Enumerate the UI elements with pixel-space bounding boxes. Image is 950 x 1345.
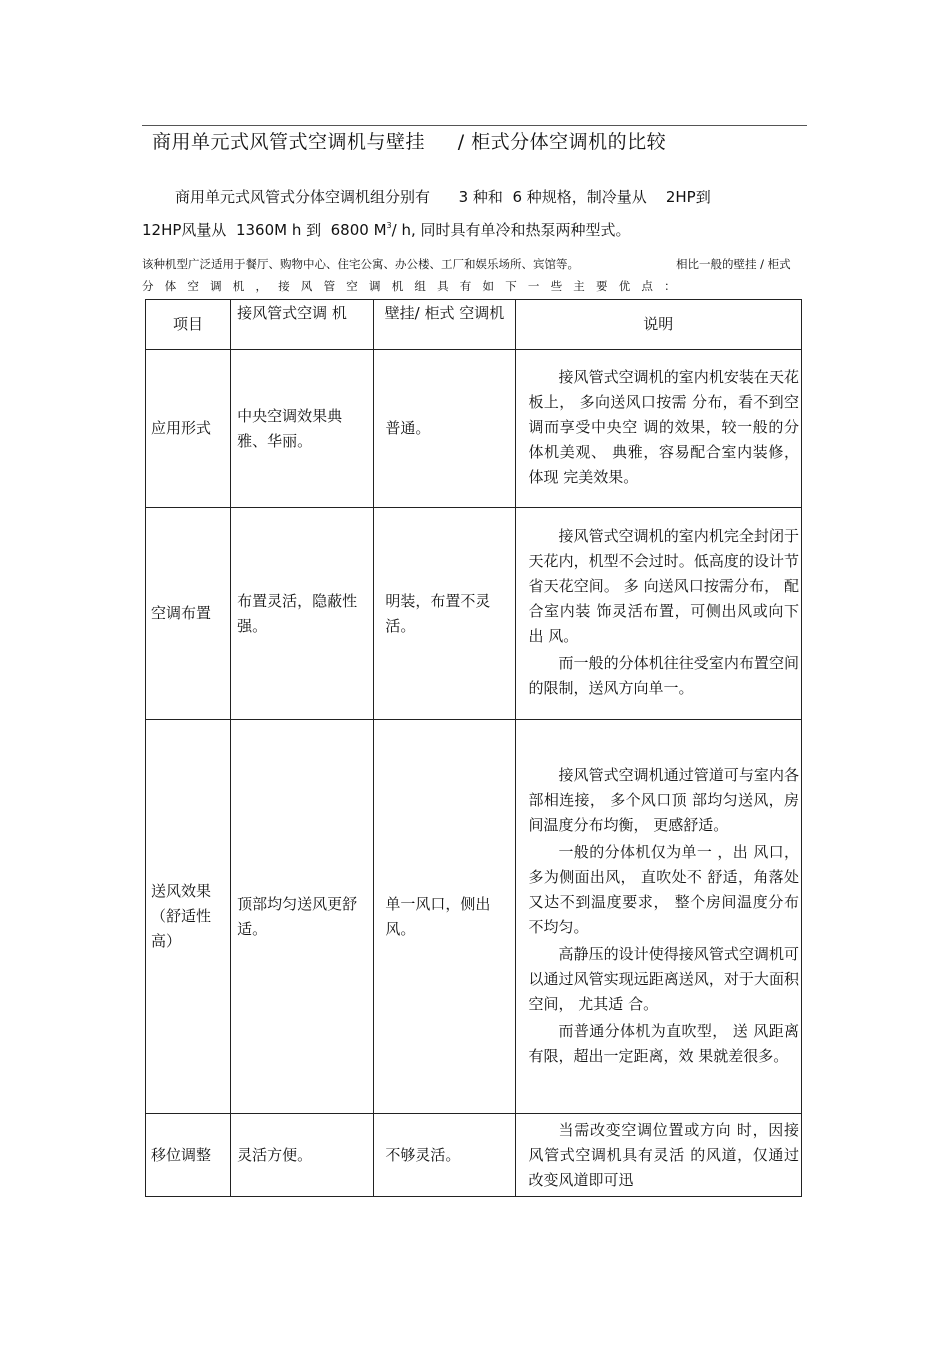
row-ducted: 中央空调效果典雅、华丽。 [231, 350, 374, 508]
note-clip [529, 1114, 799, 1196]
header-note: 说明 [515, 300, 801, 350]
row-item: 应用形式 [146, 350, 231, 508]
table-header-row [146, 300, 802, 350]
note-paragraph: 接风管式空调机的室内机完全封闭于天花内，机型不会过时。低高度的设计节省天花空间。 多 向送风口按需分布， 配合室内装 饰灵活布置，可侧出风或向下出 风。 [528, 527, 799, 645]
note-paragraph: 当需改变空调位置或方向 时，因接风管式空调机具有灵活 的风道，仅通过改变风道即可迅 [528, 1121, 799, 1189]
table-row [146, 720, 802, 1114]
header-rule [142, 125, 807, 126]
row-ducted: 灵活方便。 [231, 1114, 374, 1197]
unit-superscript: 3 [386, 221, 392, 230]
row-wall: 不够灵活。 [374, 1114, 515, 1197]
advantages-intro: 分体空调机，接风管空调机组具有如下一些主要优点： [142, 279, 687, 293]
intro-line-2b: / h, 同时具有单冷和热泵两种型式。 [391, 221, 631, 239]
table-row [146, 350, 802, 508]
row-wall: 明装，布置不灵活。 [374, 508, 515, 720]
table-row [146, 508, 802, 720]
row-item: 送风效果（舒适性高） [146, 720, 231, 1114]
header-wall: 壁挂/ 柜式 空调机 [374, 300, 515, 350]
page-title: 商用单元式风管式空调机与壁挂 / 柜式分体空调机的比较 [152, 131, 667, 153]
row-note [515, 508, 801, 720]
intro-line-2a: 12HP风量从 1360M h 到 6800 M [142, 221, 387, 239]
note-paragraph: 而一般的分体机往往受室内布置空间的限制，送风方向单一。 [528, 654, 799, 697]
intro-line-1: 商用单元式风管式分体空调机组分别有 3 种和 6 种规格，制冷量从 2HP到 [175, 188, 711, 206]
note-paragraph: 高静压的设计使得接风管式空调机可以通过风管实现远距离送风，对于大面积空间， 尤其适 合。 [528, 944, 799, 1013]
row-wall: 单一风口，侧出风。 [374, 720, 515, 1114]
note-paragraph: 而普通分体机为直吹型， 送 风距离有限，超出一定距离，效 果就差很多。 [528, 1021, 799, 1065]
table-row [146, 1114, 802, 1197]
usage-note: 该种机型广泛适用于餐厅、购物中心、住宅公寓、办公楼、工厂和娱乐场所、宾馆等。 [142, 257, 579, 271]
comparison-table [145, 299, 802, 1197]
comparison-note: 相比一般的壁挂 / 柜式 [676, 257, 791, 271]
row-note [515, 350, 801, 508]
row-item: 移位调整 [146, 1114, 231, 1197]
note-paragraph: 一般的分体机仅为单一 ，出 风口，多为侧面出风， 直吹处不 舒适，角落处又达不到温度要求， 整个房间温度分布不均匀。 [528, 842, 799, 936]
note-paragraph: 接风管式空调机的室内机安装在天花板上， 多向送风口按需 分布，看不到空调而享受中央空 调的效果，较一般的分体机美观、 典雅，容易配合室内装修，体现 完美效果。 [528, 368, 799, 486]
note-paragraph: 接风管式空调机通过管道可与室内各部相连接， 多个风口顶 部均匀送风，房间温度分布均衡， 更感舒适。 [528, 765, 799, 834]
row-note [515, 720, 801, 1114]
header-ducted: 接风管式空调 机 [231, 300, 374, 350]
row-wall: 普通。 [374, 350, 515, 508]
row-note [515, 1114, 801, 1197]
intro-line-2 [142, 219, 631, 240]
header-item: 项目 [146, 300, 231, 350]
row-item: 空调布置 [146, 508, 231, 720]
row-ducted: 布置灵活，隐蔽性强。 [231, 508, 374, 720]
row-ducted: 顶部均匀送风更舒适。 [231, 720, 374, 1114]
